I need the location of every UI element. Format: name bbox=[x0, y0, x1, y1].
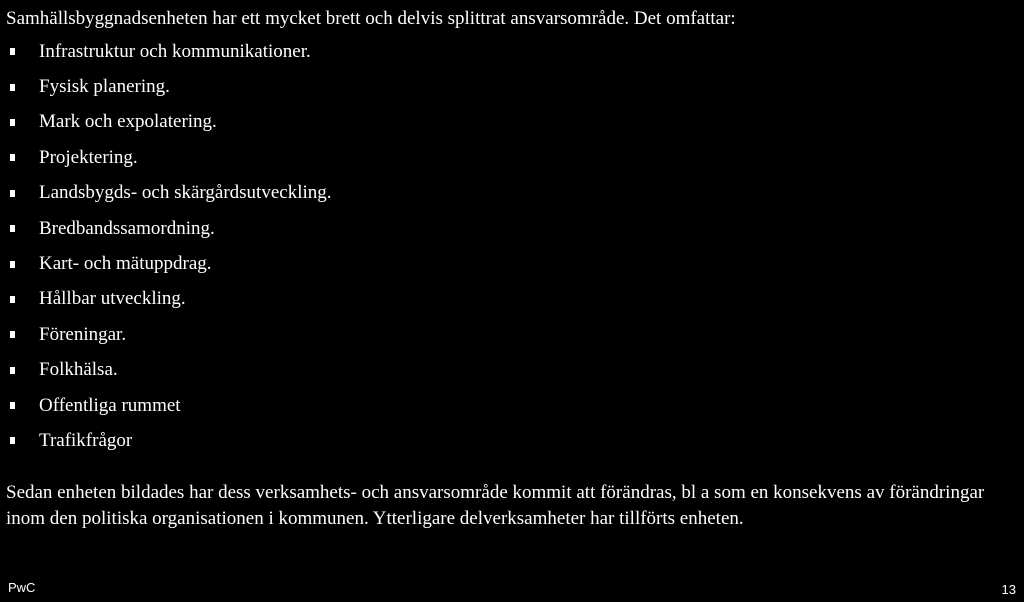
list-item-text: Trafikfrågor bbox=[39, 429, 133, 451]
list-item-text: Bredbandssamordning. bbox=[39, 217, 215, 239]
list-item-text: Kart- och mätuppdrag. bbox=[39, 253, 212, 275]
bullet-marker-icon bbox=[10, 261, 15, 268]
bullet-marker-icon bbox=[10, 84, 15, 91]
list-item bbox=[8, 388, 332, 423]
bullet-marker-icon bbox=[10, 190, 15, 197]
bullet-marker-icon bbox=[10, 48, 15, 55]
list-item bbox=[8, 282, 332, 317]
list-item bbox=[8, 423, 332, 458]
bullet-marker-icon bbox=[10, 119, 15, 126]
list-item bbox=[8, 105, 332, 140]
list-item-text: Fysisk planering. bbox=[39, 76, 170, 98]
closing-paragraph: Sedan enheten bildades har dess verksamhets- och ansvarsområde kommit att förändras, bl a som en konsekvens av förändringar inom den politiska organisationen i kommunen. Ytterligare delverksamheter har tillförts enheten. bbox=[6, 482, 985, 529]
list-item-text: Folkhälsa. bbox=[39, 359, 118, 381]
bullet-marker-icon bbox=[10, 296, 15, 303]
bullet-marker-icon bbox=[10, 225, 15, 232]
page-number: 13 bbox=[1001, 582, 1016, 597]
list-item bbox=[8, 69, 332, 104]
footer-brand: PwC bbox=[8, 580, 36, 595]
intro-paragraph: Samhällsbyggnadsenheten har ett mycket brett och delvis splittrat ansvarsområde. Det omfattar: bbox=[6, 8, 736, 29]
list-item-text: Föreningar. bbox=[39, 323, 127, 345]
bullet-marker-icon bbox=[10, 402, 15, 409]
list-item-text: Landsbygds- och skärgårdsutveckling. bbox=[39, 182, 332, 204]
responsibility-list bbox=[8, 34, 332, 459]
list-item bbox=[8, 176, 332, 211]
list-item bbox=[8, 140, 332, 175]
list-item bbox=[8, 34, 332, 69]
bullet-marker-icon bbox=[10, 437, 15, 444]
list-item-text: Hållbar utveckling. bbox=[39, 288, 186, 310]
list-item bbox=[8, 211, 332, 246]
list-item bbox=[8, 246, 332, 281]
list-item bbox=[8, 353, 332, 388]
bullet-marker-icon bbox=[10, 367, 15, 374]
bullet-marker-icon bbox=[10, 154, 15, 161]
list-item-text: Mark och expolatering. bbox=[39, 111, 217, 133]
bullet-marker-icon bbox=[10, 331, 15, 338]
list-item-text: Infrastruktur och kommunikationer. bbox=[39, 40, 311, 62]
list-item-text: Offentliga rummet bbox=[39, 394, 181, 416]
list-item-text: Projektering. bbox=[39, 146, 138, 168]
list-item bbox=[8, 317, 332, 352]
